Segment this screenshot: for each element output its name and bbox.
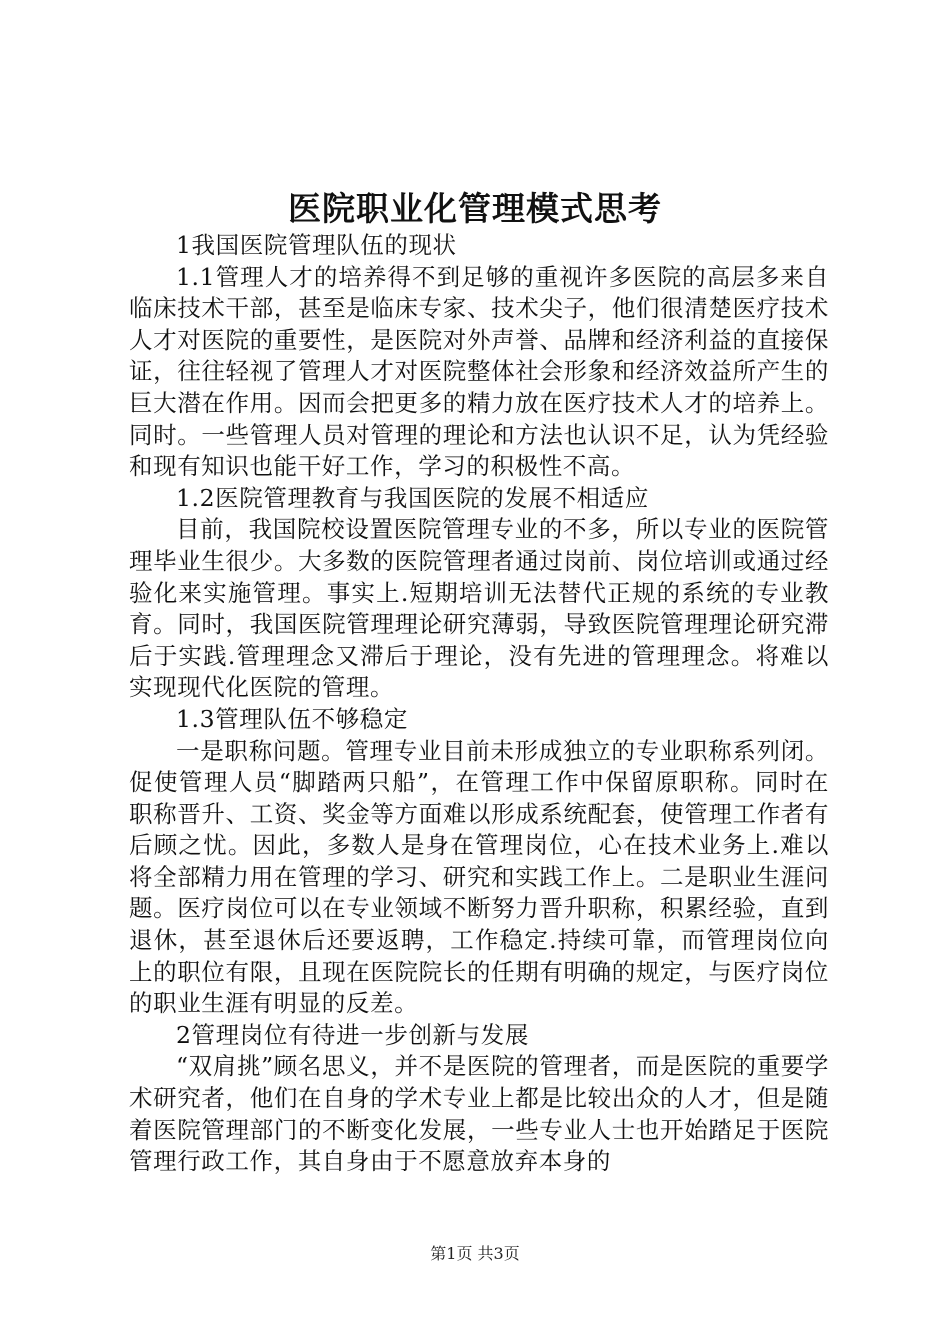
page-footer: 第1页 共3页 — [430, 1244, 520, 1263]
paragraph: 目前，我国院校设置医院管理专业的不多，所以专业的医院管理毕业生很少。大多数的医院管理者通过岗前、岗位培训或通过经验化来实施管理。事实上.短期培训无法替代正规的系统的专业教育。同时，我国医院管理理论研究薄弱，导致医院管理理论研究滞后于实践.管理理念又滞后于理论，没有先进的管理理念。将难以实现现代化医院的管理。 — [129, 515, 829, 702]
document-body — [129, 230, 829, 1178]
section-heading: 1.2医院管理教育与我国医院的发展不相适应 — [176, 483, 649, 512]
paragraph: 1.1管理人才的培养得不到足够的重视许多医院的高层多来自临床技术干部，甚至是临床专家、技术尖子，他们很清楚医疗技术人才对医院的重要性，是医院对外声誉、品牌和经济利益的直接保证，往往轻视了管理人才对医院整体社会形象和经济效益所产生的巨大潜在作用。因而会把更多的精力放在医疗技术人才的培养上。同时。一些管理人员对管理的理论和方法也认识不足，认为凭经验和现有知识也能干好工作，学习的积极性不高。 — [129, 262, 829, 481]
page-title: 医院职业化管理模式思考 — [288, 189, 662, 228]
paragraph: 一是职称问题。管理专业目前未形成独立的专业职称系列闭。促使管理人员“脚踏两只船”，在管理工作中保留原职称。同时在职称晋升、工资、奖金等方面难以形成系统配套，使管理工作者有后顾之忧。因此，多数人是身在管理岗位，心在技术业务上.难以将全部精力用在管理的学习、研究和实践工作上。二是职业生涯问题。医疗岗位可以在专业领域不断努力晋升职称，积累经验，直到退休，甚至退休后还要返聘，工作稳定.持续可靠，而管理岗位向上的职位有限，且现在医院院长的任期有明确的规定，与医疗岗位的职业生涯有明显的反差。 — [129, 736, 829, 1018]
paragraph: “双肩挑”顾名思义，并不是医院的管理者，而是医院的重要学术研究者，他们在自身的学术专业上都是比较出众的人才，但是随着医院管理部门的不断变化发展，一些专业人士也开始踏足于医院管理行政工作，其自身由于不愿意放弃本身的 — [129, 1052, 829, 1176]
section-heading: 2管理岗位有待进一步创新与发展 — [176, 1020, 529, 1049]
section-heading: 1.3管理队伍不够稳定 — [176, 704, 408, 733]
section-heading: 1我国医院管理队伍的现状 — [176, 231, 457, 259]
